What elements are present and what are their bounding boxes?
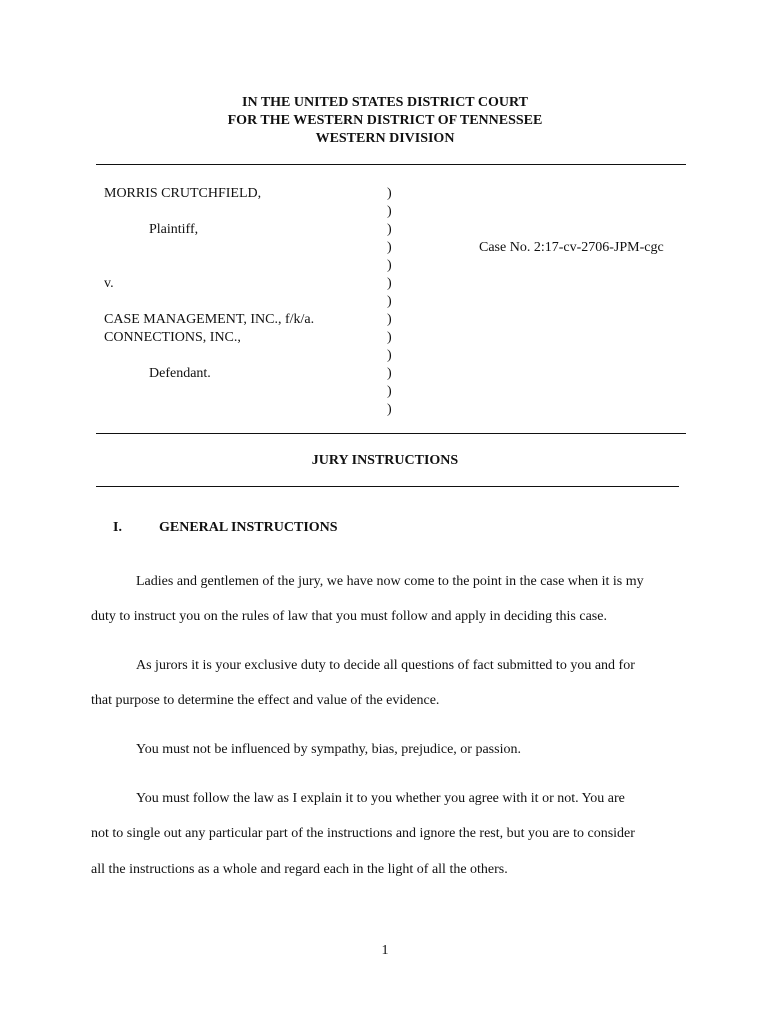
- paragraph-line: You must follow the law as I explain it to you whether you agree with it or not. You are: [136, 791, 625, 806]
- court-division-line: WESTERN DIVISION: [315, 131, 455, 146]
- caption-paren: ): [387, 384, 392, 399]
- caption-paren: ): [387, 402, 392, 417]
- caption-rule: [96, 433, 686, 434]
- paragraph-line: You must not be influenced by sympathy, bias, prejudice, or passion.: [136, 742, 521, 757]
- defendant-role: Defendant.: [149, 366, 211, 381]
- caption-paren: ): [387, 204, 392, 219]
- caption-paren: ): [387, 366, 392, 381]
- paragraph-line: that purpose to determine the effect and value of the evidence.: [91, 693, 440, 708]
- header-rule: [96, 164, 686, 165]
- caption-paren: ): [387, 276, 392, 291]
- case-number: Case No. 2:17-cv-2706-JPM-cgc: [479, 240, 664, 255]
- caption-paren: ): [387, 186, 392, 201]
- document-title: JURY INSTRUCTIONS: [311, 453, 459, 468]
- page-number: 1: [381, 943, 389, 958]
- section-title: GENERAL INSTRUCTIONS: [159, 520, 338, 535]
- caption-paren: ): [387, 312, 392, 327]
- caption-paren: ): [387, 240, 392, 255]
- versus: v.: [104, 276, 114, 291]
- caption-paren: ): [387, 222, 392, 237]
- paragraph-line: all the instructions as a whole and regard each in the light of all the others.: [91, 862, 508, 877]
- defendant-name-line2: CONNECTIONS, INC.,: [104, 330, 241, 345]
- court-district-line: FOR THE WESTERN DISTRICT OF TENNESSEE: [227, 113, 543, 128]
- section-number: I.: [113, 520, 122, 535]
- defendant-name-line1: CASE MANAGEMENT, INC., f/k/a.: [104, 312, 315, 327]
- plaintiff-name: MORRIS CRUTCHFIELD,: [104, 186, 262, 201]
- caption-paren: ): [387, 330, 392, 345]
- caption-paren: ): [387, 258, 392, 273]
- plaintiff-role: Plaintiff,: [149, 222, 199, 237]
- caption-paren: ): [387, 348, 392, 363]
- title-rule: [96, 486, 679, 487]
- caption-paren: ): [387, 294, 392, 309]
- paragraph-line: duty to instruct you on the rules of law that you must follow and apply in deciding this case.: [91, 609, 607, 624]
- court-name-line: IN THE UNITED STATES DISTRICT COURT: [242, 95, 528, 110]
- paragraph-line: Ladies and gentlemen of the jury, we have now come to the point in the case when it is my: [136, 574, 644, 589]
- paragraph-line: not to single out any particular part of the instructions and ignore the rest, but you are to consider: [91, 826, 635, 841]
- paragraph-line: As jurors it is your exclusive duty to decide all questions of fact submitted to you and for: [136, 658, 635, 673]
